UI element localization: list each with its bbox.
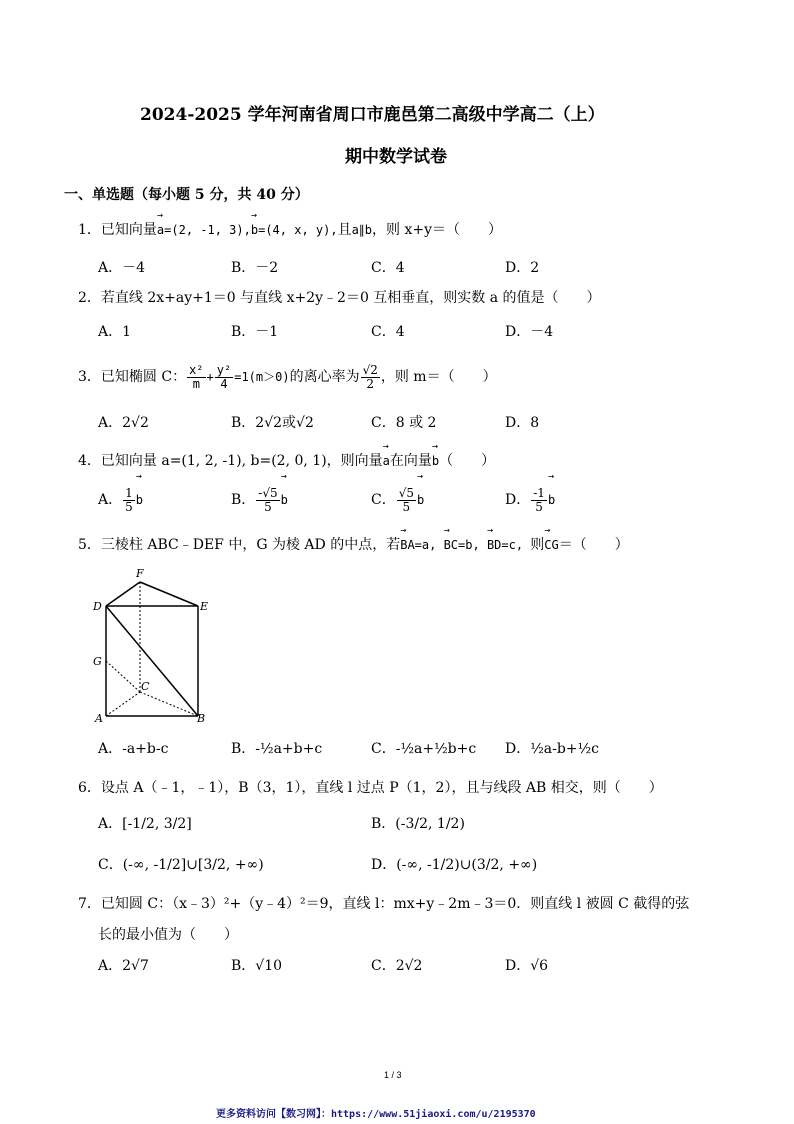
label-c: C: [141, 680, 150, 693]
prism-figure: [90, 566, 214, 726]
question-7-stem-line1: 7．已知圆 C：（x﹣3）²+（y﹣4）²＝9，直线 l：mx+y﹣2m﹣3＝0．则直线 l 被圆 C 截得的弦: [78, 896, 690, 912]
label-d: D: [93, 600, 102, 613]
question-1-option-a: A．－4: [98, 260, 146, 276]
question-4-option-b: B． $\frac{-√5}{5}$ → b: [231, 482, 288, 518]
footer-link[interactable]: 更多资料访问【数习网】：https://www.51jiaoxi.com/u/2195370: [216, 1109, 536, 1120]
question-3-option-b: B．2√2或√2: [231, 415, 314, 431]
question-2-option-c: C．4: [371, 324, 405, 340]
question-7-option-b: B．√10: [231, 958, 283, 974]
question-6-option-d: D．(-∞, -1/2)∪(3/2, +∞): [371, 857, 538, 873]
question-2-option-d: D．－4: [505, 324, 554, 340]
question-6-stem: 6．设点 A（﹣1，﹣1），B（3，1），直线 l 过点 P（1，2），且与线段 AB 相交，则（ ）: [78, 780, 663, 796]
label-a: A: [95, 712, 103, 725]
question-5-option-d: D．½a-b+½c: [505, 741, 599, 757]
segment-gc-hidden: [106, 661, 140, 692]
question-7-stem-line2: 长的最小值为（ ）: [98, 927, 238, 943]
question-3-stem: 3．已知椭圆 C： $\frac{\text{x²}}{m}$ + $\frac{\text{y²}}{4}$ =1(m＞0)的离心率为 $\frac{√2}{2}$ ，则 m＝（ ）: [78, 362, 497, 391]
edge-cb-hidden: [140, 692, 198, 716]
question-6-option-b: B．(-3/2, 1/2): [371, 816, 465, 832]
edge-df: [106, 582, 140, 606]
question-2-option-a: A．1: [98, 324, 132, 340]
question-6-option-c: C．(-∞, -1/2]∪[3/2, +∞): [98, 857, 264, 873]
question-4-stem: 4．已知向量 a=(1, 2, -1), b=(2, 0, 1)，则向量→ a在向量→ b（ ）: [78, 452, 495, 470]
question-4-option-a: A． $\frac{1}{5}$ → b: [98, 482, 143, 518]
question-1-stem: 1．已知向量→ a=(2, -1, 3),→ b=(4, x, y),且a∥b，则 x+y＝（ ）: [78, 221, 502, 239]
question-3-option-c: C．8 或 2: [371, 415, 437, 431]
question-1-option-b: B．－2: [231, 260, 279, 276]
label-f: F: [136, 567, 144, 580]
question-2-stem: 2．若直线 2x+ay+1＝0 与直线 x+2y﹣2＝0 互相垂直，则实数 a 的值是（ ）: [78, 290, 601, 306]
label-e: E: [200, 600, 209, 613]
question-7-option-a: A．2√7: [98, 958, 149, 974]
question-3-option-a: A．2√2: [98, 415, 149, 431]
question-3-option-d: D．8: [505, 415, 540, 431]
edge-ac-hidden: [106, 692, 140, 716]
page-number: 1 / 3: [384, 1070, 402, 1080]
question-6-option-a: A．[-1/2, 3/2]: [98, 816, 192, 832]
page-title-line2: 期中数学试卷: [345, 147, 447, 167]
page-title-line1: 2024-2025 学年河南省周口市鹿邑第二高级中学高二（上）: [140, 105, 605, 125]
label-g: G: [93, 655, 102, 668]
question-5-option-b: B．-½a+b+c: [231, 741, 323, 757]
question-7-option-c: C．2√2: [371, 958, 423, 974]
edge-db: [106, 606, 198, 716]
edge-fe: [140, 582, 198, 606]
question-5-option-a: A．-a+b-c: [98, 741, 169, 757]
question-7-option-d: D．√6: [505, 958, 549, 974]
question-2-option-b: B．－1: [231, 324, 279, 340]
question-5-stem: 5．三棱柱 ABC﹣DEF 中，G 为棱 AD 的中点，若→ BA=a, → BC=b, → BD=c, 则→ CG＝（ ）: [78, 536, 629, 554]
label-b: B: [197, 712, 206, 725]
question-4-option-c: C． $\frac{√5}{5}$ → b: [371, 482, 424, 518]
question-1-option-d: D．2: [505, 260, 540, 276]
section-heading: 一、单选题（每小题 5 分，共 40 分）: [64, 187, 309, 203]
question-4-option-d: D． $\frac{-1}{5}$ → b: [505, 482, 555, 518]
question-1-option-c: C．4: [371, 260, 405, 276]
question-5-option-c: C．-½a+½b+c: [371, 741, 477, 757]
